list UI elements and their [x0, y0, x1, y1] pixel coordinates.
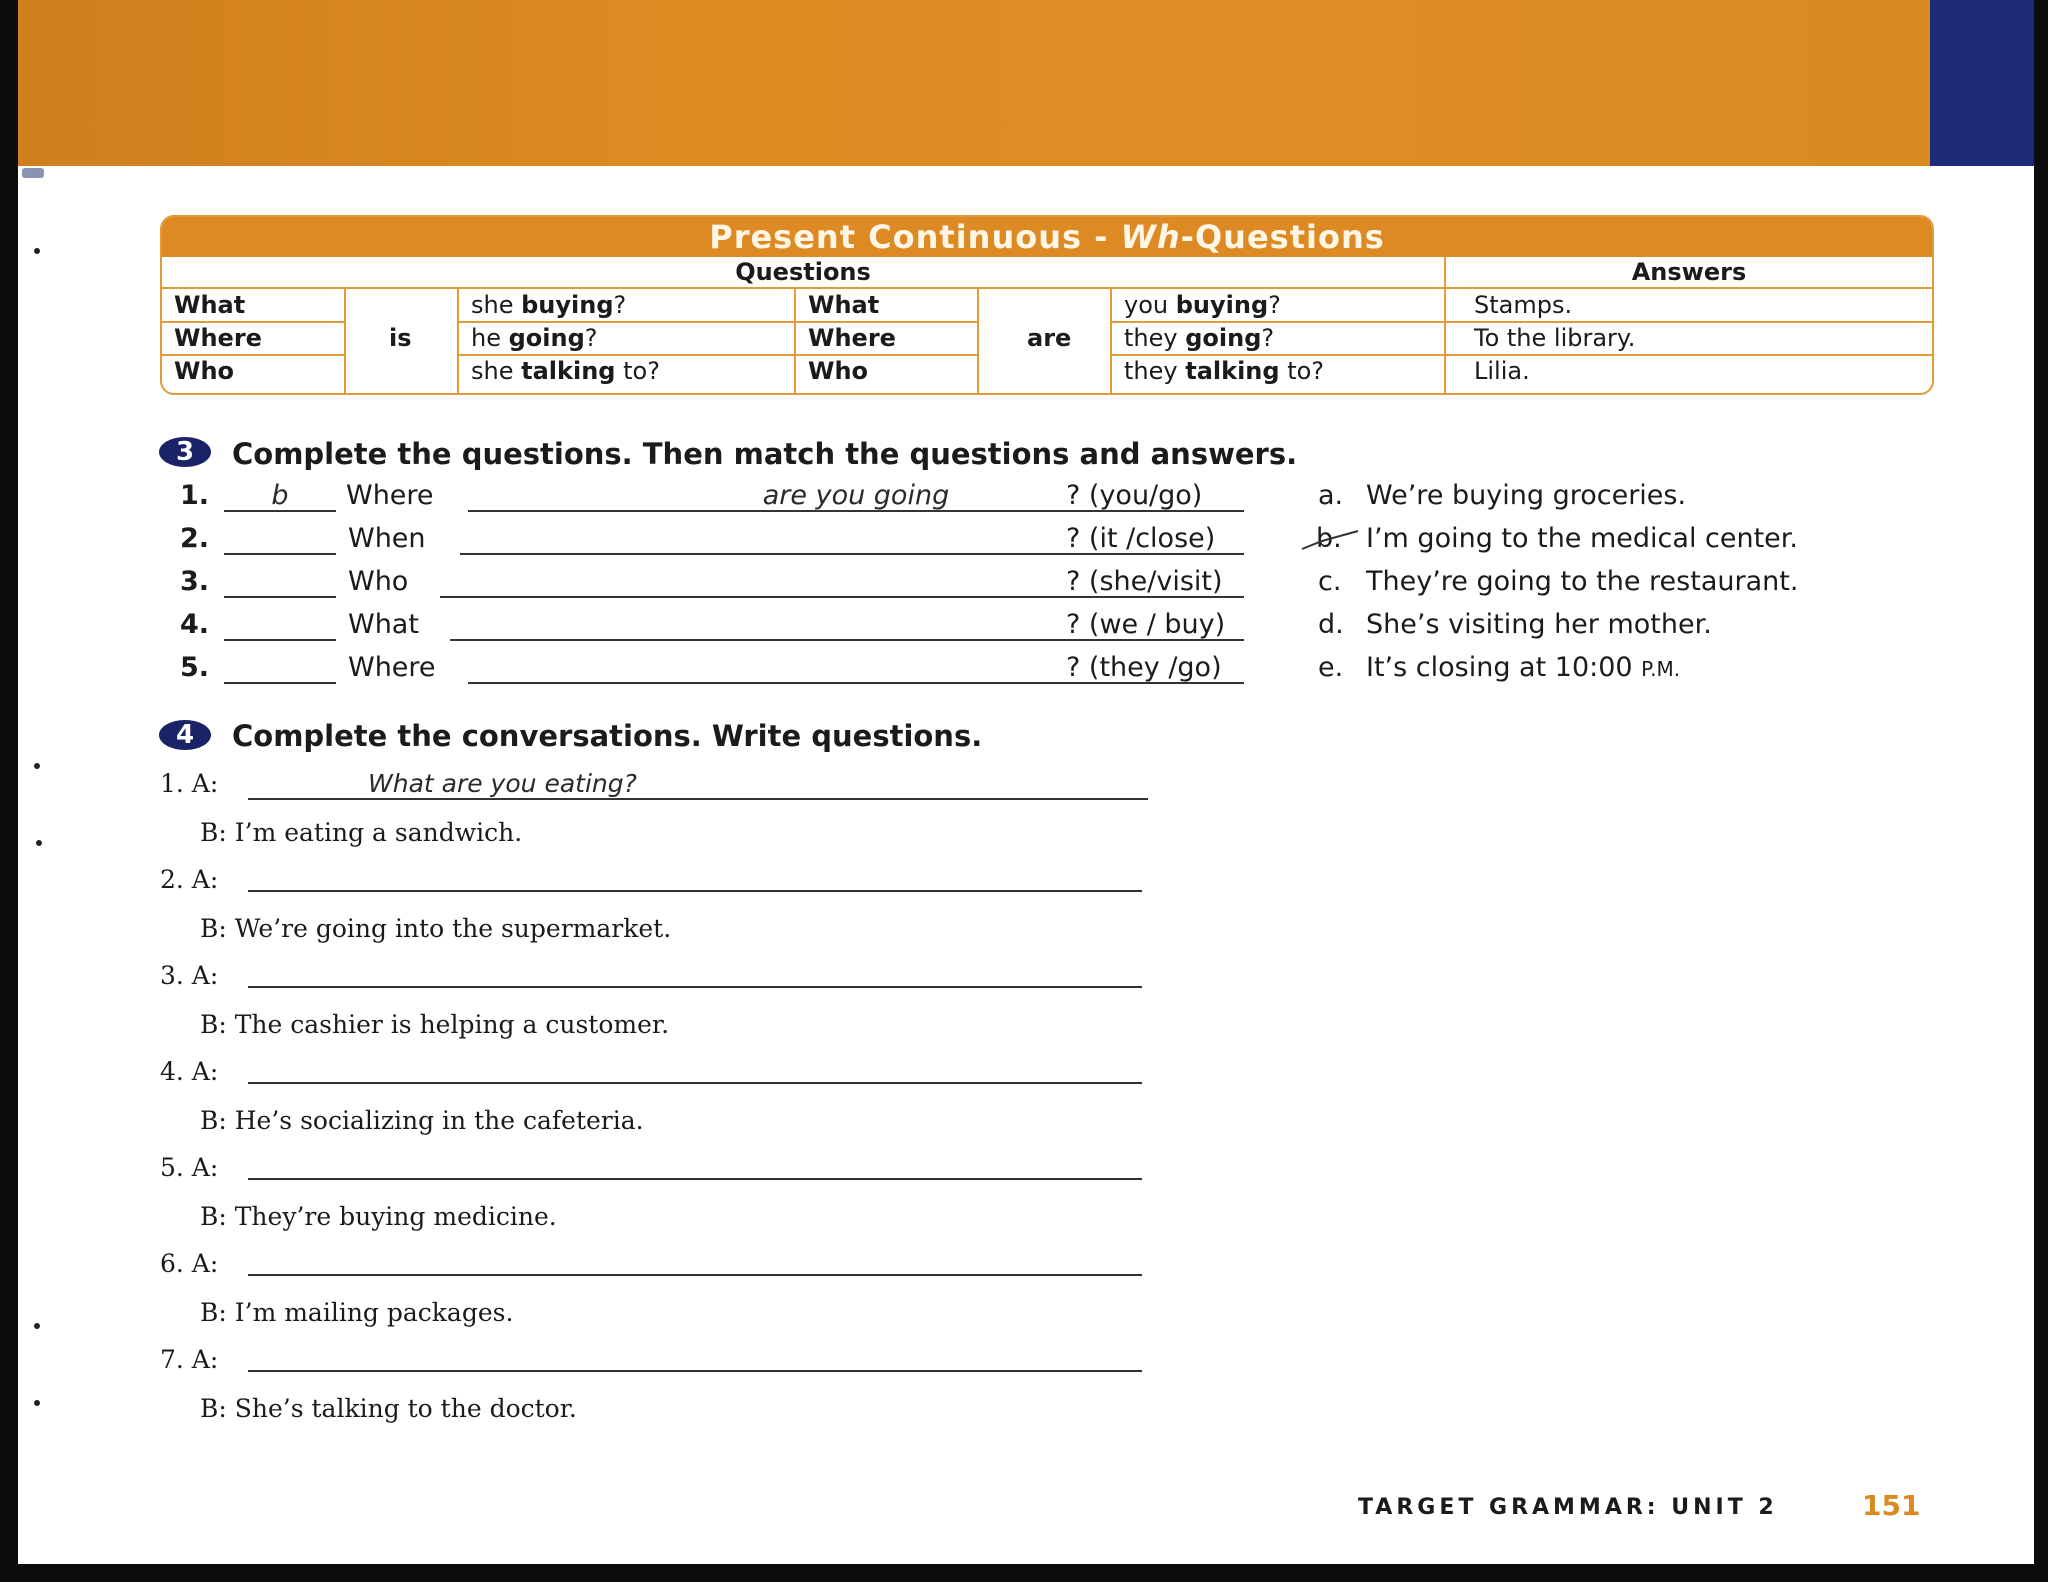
- question-row: 2. When ? (it /close): [178, 519, 1268, 559]
- match-letter-blank[interactable]: [224, 519, 336, 555]
- conversation-b-line: B: He’s socializing in the cafeteria.: [200, 1106, 644, 1135]
- question-blank[interactable]: [248, 952, 1142, 988]
- answer-blank[interactable]: are you going: [468, 476, 1244, 512]
- grammar-box-title: Present Continuous - Wh-Questions: [162, 217, 1932, 257]
- match-letter-blank[interactable]: [224, 605, 336, 641]
- question-phrase: you buying?: [1124, 291, 1281, 319]
- conversation-a-label: 7. A:: [160, 1345, 219, 1374]
- header-band: [18, 0, 1930, 166]
- question-blank[interactable]: [248, 1048, 1142, 1084]
- wh-word: What: [808, 291, 880, 319]
- conversation-b-line: B: We’re going into the supermarket.: [200, 914, 672, 943]
- scan-mark: [22, 168, 44, 178]
- wh-word: Where: [808, 324, 896, 352]
- answer-option: e. It’s closing at 10:00 P.M.: [1318, 652, 1681, 683]
- question-blank[interactable]: [248, 1240, 1142, 1276]
- answer-option: b. I’m going to the medical center.: [1316, 519, 1916, 559]
- aux-are: are: [1027, 324, 1072, 352]
- scan-border-left: [0, 0, 18, 1582]
- margin-dot: [34, 1323, 40, 1329]
- conversation-a-label: 1. A:: [160, 769, 219, 798]
- conversation-a-label: 3. A:: [160, 961, 219, 990]
- question-blank[interactable]: [248, 1336, 1142, 1372]
- scan-border-right: [2034, 0, 2048, 1582]
- match-letter-blank[interactable]: [224, 562, 336, 598]
- answer-cell: Stamps.: [1474, 291, 1573, 319]
- conversation-b-line: B: She’s talking to the doctor.: [200, 1394, 577, 1423]
- question-phrase: she buying?: [471, 291, 627, 319]
- question-row: 1. b Where are you going ? (you/go): [178, 476, 1268, 516]
- wh-word: Who: [174, 357, 235, 385]
- answer-cell: To the library.: [1474, 324, 1636, 352]
- margin-dot: [34, 763, 40, 769]
- exercise-title: Complete the questions. Then match the questions and answers.: [232, 437, 1298, 471]
- answer-option: a. We’re buying groceries.: [1318, 480, 1687, 511]
- grammar-box: [160, 215, 1934, 395]
- question-row: 5. Where ? (they /go): [178, 648, 1268, 688]
- question-blank[interactable]: [248, 856, 1142, 892]
- exercise-number-badge: 3: [159, 437, 211, 467]
- conversation-b-line: B: The cashier is helping a customer.: [200, 1010, 670, 1039]
- question-blank[interactable]: [248, 1144, 1142, 1180]
- answers-header: Answers: [1446, 257, 1932, 289]
- wh-word: Who: [808, 357, 869, 385]
- exercise-title: Complete the conversations. Write questions.: [232, 719, 983, 753]
- question-row: 3. Who ? (she/visit): [178, 562, 1268, 602]
- conversation-a-label: 4. A:: [160, 1057, 219, 1086]
- scan-border-bottom: [0, 1564, 2048, 1582]
- question-row: 4. What ? (we / buy): [178, 605, 1268, 645]
- exercise-number-badge: 4: [159, 720, 211, 750]
- answer-option: c. They’re going to the restaurant.: [1318, 566, 1799, 597]
- question-phrase: she talking to?: [471, 357, 660, 385]
- margin-dot: [34, 1400, 40, 1406]
- wh-word: Where: [174, 324, 262, 352]
- answer-cell: Lilia.: [1474, 357, 1530, 385]
- conversation-b-line: B: I’m eating a sandwich.: [200, 818, 523, 847]
- questions-header: Questions: [162, 257, 1444, 289]
- margin-dot: [36, 840, 42, 846]
- header-band-edge: [1930, 0, 2034, 166]
- conversation-a-label: 2. A:: [160, 865, 219, 894]
- conversation-a-label: 5. A:: [160, 1153, 219, 1182]
- match-letter-blank[interactable]: b: [224, 476, 336, 512]
- question-phrase: he going?: [471, 324, 598, 352]
- footer-unit-label: TARGET GRAMMAR: UNIT 2: [1358, 1495, 1778, 1520]
- page-number: 151: [1862, 1489, 1921, 1522]
- check-mark-icon: [1300, 527, 1360, 553]
- question-blank[interactable]: What are you eating?: [248, 766, 1148, 800]
- conversation-a-label: 6. A:: [160, 1249, 219, 1278]
- question-phrase: they going?: [1124, 324, 1275, 352]
- conversation-b-line: B: I’m mailing packages.: [200, 1298, 514, 1327]
- wh-word: What: [174, 291, 246, 319]
- question-phrase: they talking to?: [1124, 357, 1325, 385]
- match-letter-blank[interactable]: [224, 648, 336, 684]
- aux-is: is: [389, 324, 412, 352]
- margin-dot: [34, 248, 40, 254]
- answer-option: d. She’s visiting her mother.: [1318, 609, 1712, 640]
- conversation-b-line: B: They’re buying medicine.: [200, 1202, 557, 1231]
